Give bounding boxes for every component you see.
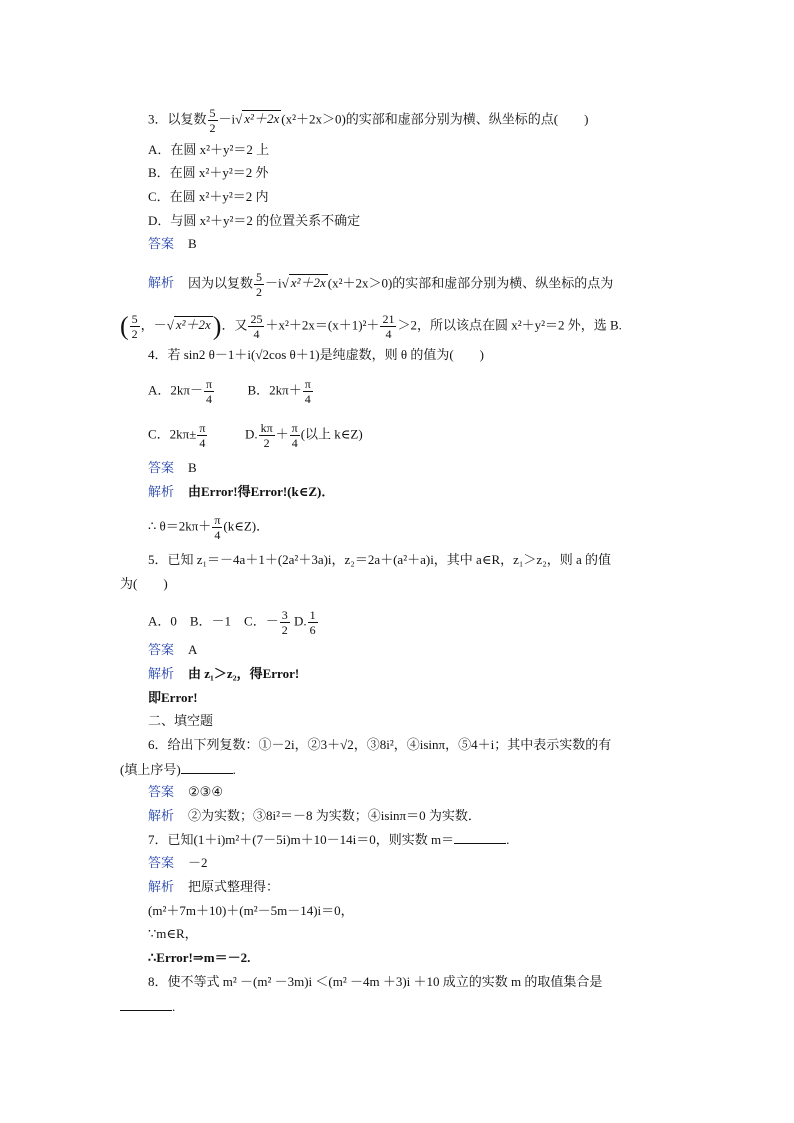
q3-point-num: 5	[131, 312, 138, 326]
q3-analysis-mid: －i	[265, 275, 282, 291]
q5-analysis-1	[148, 666, 299, 682]
q4-analysis-frac	[212, 513, 222, 542]
q5-d-den: 6	[309, 623, 316, 637]
q3-stem-mid: －i	[218, 111, 236, 127]
q7-answer	[148, 855, 208, 871]
q3-frac	[208, 106, 218, 135]
q5-c-den: 2	[281, 623, 288, 637]
q3-option-a: A．在圆 x²＋y²＝2 上	[148, 142, 270, 157]
q3-stem-post: (x²＋2x＞0)的实部和虚部分别为横、纵坐标的点( )	[281, 111, 589, 127]
q7-analysis-label: 解析	[148, 879, 175, 894]
q4-d-frac2	[290, 421, 300, 450]
q3-analysis-frac-num: 5	[256, 270, 263, 284]
q3-analysis-2-g: ＋x²＋2x＝(x＋1)²＋	[265, 317, 380, 333]
q4-answer	[148, 460, 197, 476]
q5-stem-1: 5．已知 z₁＝－4a＋1＋(2a²＋3a)i，z₂＝2a＋(a²＋a)i，其中 a∈R，z₁＞z₂，则 a 的值	[148, 552, 611, 567]
q4-analysis-2	[148, 513, 269, 542]
q5-analysis-1-text: 由 z₁＞z₂，得Error!	[188, 666, 300, 681]
q3-frac-25-den: 4	[248, 326, 264, 341]
q7-analysis-1	[148, 879, 279, 895]
q5-analysis-2: 即Error!	[148, 690, 198, 705]
q5-stem-2: 为( )	[120, 576, 168, 591]
q4-d-num1: kπ	[260, 421, 273, 435]
q6-answer-value: ②③④	[188, 784, 223, 799]
q6-stem-2-text: (填上序号)	[120, 762, 181, 777]
q7-analysis-1-text: 把原式整理得：	[188, 879, 280, 894]
q3-stem: 3．以复数 $\frac{5}{2}$ －i√ x²＋2x (x²＋2x＞0)的实部和虚部分别为横、纵坐标的点( )	[148, 106, 589, 135]
q3-frac-num: 5	[209, 106, 216, 120]
q4-option-b: B．2kπ＋	[247, 382, 302, 398]
q4-c-den: 4	[197, 435, 207, 450]
q7-stem-text: 7．已知(1＋i)m²＋(7－5i)m＋10－14i＝0，则实数 m＝	[148, 832, 455, 847]
q6-analysis-text: ②为实数；③8i²＝－8 为实数；④isinπ＝0 为实数．	[188, 808, 481, 823]
q4-analysis-2-pre: ∴ θ＝2kπ＋	[148, 518, 212, 534]
q4-b-frac	[303, 377, 313, 406]
q7-answer-label: 答案	[148, 855, 175, 870]
q4-c-num: π	[199, 421, 206, 435]
q5-answer-label: 答案	[148, 642, 175, 657]
q3-analysis-sqrt: x²＋2x	[290, 275, 326, 291]
q3-option-d: D．与圆 x²＋y²＝2 的位置关系不确定	[148, 213, 361, 228]
q8-stem-2-end: .	[172, 999, 176, 1014]
q7-analysis-3: ∵m∈R，	[148, 926, 198, 941]
q8-stem-2	[120, 998, 175, 1015]
q4-d-num2: π	[291, 421, 298, 435]
q3-stem-pre: 3．以复数	[148, 111, 207, 127]
q4-analysis-2-post: (k∈Z)．	[223, 518, 270, 534]
q4-d-frac1	[259, 421, 275, 450]
q4-a-frac	[204, 377, 214, 406]
q8-stem-1: 8．使不等式 m² －(m² －3m)i ＜(m² －4m ＋3)i ＋10 成立的实数 m 的取值集合是	[148, 974, 603, 989]
q4-analysis-1-text: 由Error!得Error!(k∈Z)．	[188, 484, 335, 499]
q4-analysis-1	[148, 484, 334, 500]
q3-frac-21: 21	[382, 312, 395, 326]
q5-options	[148, 608, 319, 637]
q5-c-num: 3	[281, 608, 288, 622]
q5-answer-value: A	[188, 642, 198, 657]
q4-analysis-label: 解析	[148, 484, 175, 499]
q6-answer-label: 答案	[148, 784, 175, 799]
q3-frac-25-4	[248, 312, 264, 341]
q5-d-frac	[308, 608, 318, 637]
q3-point-frac	[130, 312, 140, 341]
q4-stem: 4．若 sin2 θ－1＋i(√2cos θ＋1)是纯虚数，则 θ 的值为( )	[148, 347, 484, 362]
q3-answer-label: 答案	[148, 236, 175, 251]
q3-option-c: C．在圆 x²＋y²＝2 内	[148, 189, 269, 204]
q4-answer-label: 答案	[148, 460, 175, 475]
q7-blank	[454, 831, 506, 844]
q4-option-c: C．2kπ±	[148, 426, 197, 442]
q3-point-sep: ，－	[140, 317, 167, 333]
q3-answer	[148, 236, 197, 252]
q4-analysis-den: 4	[212, 527, 222, 542]
q3-option-b: B．在圆 x²＋y²＝2 外	[148, 165, 269, 180]
section-heading: 二、填空题	[148, 713, 214, 728]
q3-analysis-2: ( $\frac{5}{2}$ ，－√ x²＋2x)．又 $\frac{25}{4}$ ＋x²＋2x＝(x＋1)²＋ $\frac{21}{4}$ ＞2，所以该点在圆 x²＋y²＝2 外，选 B.	[120, 311, 622, 341]
q4-a-num: π	[205, 377, 213, 391]
q8-blank	[120, 998, 172, 1011]
q3-sqrt: x²＋2x	[244, 111, 280, 127]
q4-option-a: A．2kπ－	[148, 382, 203, 398]
q5-d-num: 1	[309, 608, 316, 622]
q3-analysis-1-post: (x²＋2x＞0)的实部和虚部分别为横、纵坐标的点为	[327, 275, 614, 291]
q3-frac-21-den: 4	[380, 326, 396, 341]
q4-a-den: 4	[204, 391, 214, 406]
q6-analysis	[148, 808, 481, 824]
q6-stem-2	[120, 761, 236, 778]
q3-frac-21-4	[380, 312, 396, 341]
q3-frac-25: 25	[250, 312, 263, 326]
q6-stem-1: 6．给出下列复数：①－2i，②3＋√2，③8i²，④isinπ，⑤4＋i；其中表示实数的有	[148, 737, 612, 752]
q4-answer-value: B	[188, 460, 197, 475]
q4-d-post: (以上 k∈Z)	[300, 426, 363, 442]
q6-stem-2-end: .	[232, 762, 236, 777]
q3-analysis-2-d: ．又	[221, 317, 248, 333]
q3-answer-value: B	[188, 236, 197, 251]
q6-analysis-label: 解析	[148, 808, 175, 823]
q3-analysis-frac-den: 2	[256, 285, 263, 299]
q4-option-d: D.	[244, 426, 258, 442]
q7-analysis-4: ∴Error!⇒m＝－2.	[148, 950, 251, 965]
q4-analysis-num: π	[214, 513, 221, 527]
q4-d-den2: 4	[290, 435, 300, 450]
q4-b-num: π	[304, 377, 311, 391]
q3-analysis-frac	[254, 270, 264, 299]
q4-b-den: 4	[303, 391, 313, 406]
q7-answer-value: －2	[188, 855, 208, 870]
q3-point-sqrt: x²＋2x	[175, 317, 211, 333]
q3-analysis-2-j: ＞2，所以该点在圆 x²＋y²＝2 外，选 B.	[397, 317, 622, 333]
q4-options-ab	[148, 377, 314, 406]
q4-d-den1: 2	[259, 435, 275, 450]
q3-analysis-1: 解析 因为以复数 $\frac{5}{2}$ －i√ x²＋2x (x²＋2x＞0)的实部和虚部分别为横、纵坐标的点为	[148, 270, 614, 299]
q3-point-den: 2	[131, 327, 138, 341]
q4-options-cd	[148, 421, 363, 450]
q4-d-plus: ＋	[275, 426, 289, 442]
q3-analysis-label: 解析	[148, 275, 175, 291]
q5-analysis-label: 解析	[148, 666, 175, 681]
q5-answer	[148, 642, 197, 658]
q3-analysis-1-pre: 因为以复数	[188, 275, 254, 291]
q7-stem-end: .	[506, 832, 510, 847]
q6-blank	[181, 761, 233, 774]
q3-frac-den: 2	[209, 121, 216, 135]
q7-analysis-2: (m²＋7m＋10)＋(m²－5m－14)i＝0，	[148, 903, 354, 918]
q6-answer	[148, 784, 223, 800]
q5-options-abc: A．0 B．－1 C．－	[148, 613, 279, 629]
q5-c-frac	[280, 608, 290, 637]
q7-stem	[148, 831, 509, 848]
q5-d-label: D.	[293, 613, 307, 629]
q4-c-frac	[197, 421, 207, 450]
